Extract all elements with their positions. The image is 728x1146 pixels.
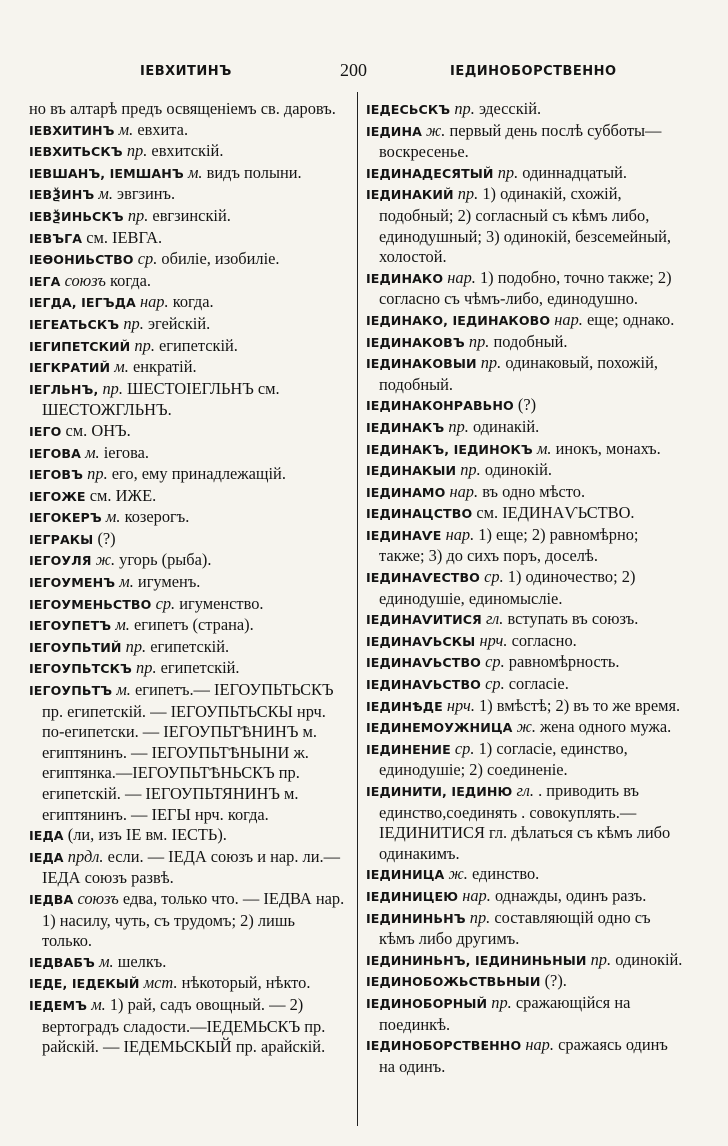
entry-part-of-speech: м. bbox=[85, 442, 100, 462]
dictionary-entry bbox=[29, 973, 349, 995]
entry-part-of-speech: нрч. bbox=[446, 695, 475, 715]
dictionary-entry bbox=[366, 717, 686, 739]
entry-definition: 1) еще; 2) равномѣрно; также; 3) до сихъ поръ, доселѣ. bbox=[379, 524, 639, 566]
entry-part-of-speech: нар. bbox=[139, 292, 169, 312]
entry-headword: ІЕГИПЕТСКИЙ bbox=[29, 338, 131, 354]
entry-definition: см. ІЕДИНАѴЬСТВО. bbox=[476, 503, 635, 523]
entry-headword: ІЕГОВЪ bbox=[29, 467, 84, 483]
dictionary-entry bbox=[29, 421, 349, 443]
entry-definition: эдесскій. bbox=[478, 99, 542, 118]
running-headword-left: ІЕВХИТИНЪ bbox=[140, 64, 232, 79]
entry-definition: составляющій одно съ кѣмъ либо другимъ. bbox=[379, 907, 651, 949]
entry-part-of-speech: союзъ bbox=[77, 888, 119, 908]
entry-headword: ІЕДИНОБОЖЬСТВЬНЫИ bbox=[366, 974, 541, 990]
dictionary-entry bbox=[29, 379, 349, 421]
dictionary-entry bbox=[366, 460, 686, 482]
entry-definition: еще; однако. bbox=[586, 309, 675, 329]
entry-part-of-speech: нар. bbox=[462, 885, 491, 905]
dictionary-entry bbox=[29, 952, 349, 974]
entry-headword: ІЕГОУПЬТИЙ bbox=[29, 639, 122, 655]
entry-part-of-speech: пр. bbox=[460, 460, 481, 480]
dictionary-entry bbox=[29, 637, 349, 659]
entry-part-of-speech: м. bbox=[119, 572, 134, 592]
dictionary-entry bbox=[29, 163, 349, 185]
entry-headword: ІЕДИНАѴЕСТВО bbox=[366, 570, 480, 586]
entry-headword: ІЕГО bbox=[29, 423, 62, 439]
entry-part-of-speech: м. bbox=[115, 615, 130, 635]
dictionary-entry bbox=[366, 1035, 686, 1077]
entry-part-of-speech: пр. bbox=[125, 636, 147, 656]
entry-headword: ІЕДИНАКЪ bbox=[366, 419, 445, 435]
entry-part-of-speech: пр. bbox=[102, 378, 123, 398]
entry-headword: ІЕДЕСЬСКЪ bbox=[366, 102, 451, 117]
entry-definition: единство. bbox=[471, 864, 540, 884]
entry-definition: 1) подобно, точно также; 2) согласно съ чѣмъ-либо, единодушно. bbox=[379, 267, 672, 309]
dictionary-entry bbox=[366, 268, 686, 310]
entry-part-of-speech: ср. bbox=[155, 593, 176, 613]
entry-definition: см. ІЕВГА. bbox=[86, 227, 163, 247]
entry-part-of-speech: нар. bbox=[445, 524, 475, 544]
entry-definition: 1) согласіе, единство, единодушіе; 2) соединеніе. bbox=[379, 738, 628, 780]
entry-headword: ІЕВЪГА bbox=[29, 230, 83, 246]
entry-part-of-speech: м. bbox=[116, 680, 131, 700]
entry-headword: ІЕДИНАКО, ІЕДИНАКОВО bbox=[366, 312, 551, 328]
entry-part-of-speech: пр. bbox=[480, 353, 502, 373]
dictionary-entry bbox=[29, 120, 349, 142]
dictionary-entry bbox=[366, 908, 686, 950]
entry-definition: угорь (рыба). bbox=[119, 550, 212, 570]
entry-definition: сражающійся на поединкѣ. bbox=[379, 992, 631, 1034]
dictionary-entry bbox=[29, 443, 349, 465]
entry-part-of-speech: нар. bbox=[554, 309, 583, 329]
dictionary-entry bbox=[366, 353, 686, 395]
entry-headword: ІЕГОУМЕНЬСТВО bbox=[29, 596, 152, 612]
entry-part-of-speech: пр. bbox=[134, 335, 155, 355]
dictionary-entry bbox=[366, 163, 686, 185]
entry-part-of-speech: ср. bbox=[454, 738, 475, 758]
entry-headword: ІЕДВА bbox=[29, 891, 74, 907]
entry-definition: подобный. bbox=[493, 331, 568, 351]
entry-headword: ІЕДИНѢДЕ bbox=[366, 698, 443, 714]
entry-definition: но въ алтарѣ предъ освященіемъ св. даровъ. bbox=[29, 99, 336, 118]
dictionary-entry bbox=[366, 739, 686, 781]
entry-part-of-speech: ж. bbox=[95, 550, 116, 570]
entry-part-of-speech: пр. bbox=[123, 313, 144, 333]
page-header bbox=[0, 56, 728, 86]
entry-definition: когда. bbox=[172, 292, 214, 312]
dictionary-entry bbox=[29, 314, 349, 336]
entry-part-of-speech: м. bbox=[105, 507, 121, 527]
dictionary-entry bbox=[29, 141, 349, 163]
entry-part-of-speech: м. bbox=[118, 119, 134, 139]
entry-definition: одиннадцатый. bbox=[522, 162, 627, 182]
entry-definition: козерогъ. bbox=[124, 507, 190, 527]
entry-part-of-speech: ср. bbox=[484, 567, 504, 587]
entry-definition: египетскій. bbox=[150, 636, 230, 656]
entry-definition: равномѣрность. bbox=[508, 652, 620, 672]
dictionary-entry bbox=[29, 825, 349, 847]
left-column bbox=[29, 99, 349, 1058]
entry-part-of-speech: ж. bbox=[426, 120, 446, 140]
dictionary-entry bbox=[366, 652, 686, 674]
entry-part-of-speech: пр. bbox=[497, 162, 519, 182]
entry-part-of-speech: ср. bbox=[485, 674, 505, 694]
entry-headword: ІЕДЕ, ІЕДЕКЫЙ bbox=[29, 976, 140, 992]
entry-headword: ІЕВѮИНЬСКЪ bbox=[29, 208, 124, 224]
entry-part-of-speech: мст. bbox=[143, 973, 178, 993]
entry-definition: шелкъ. bbox=[117, 951, 167, 971]
dictionary-entry bbox=[366, 503, 686, 525]
entry-headword: ІЕДИНИЦЕЮ bbox=[366, 888, 459, 904]
entry-headword: ІЕГДА, ІЕГЪДА bbox=[29, 295, 136, 311]
entry-definition: видъ полыни. bbox=[206, 162, 302, 182]
entry-definition: 1) вмѣстѣ; 2) въ то же время. bbox=[479, 695, 681, 715]
entry-part-of-speech: м. bbox=[91, 994, 106, 1014]
entry-headword: ІЕДИНИЦА bbox=[366, 867, 445, 883]
entry-part-of-speech: нар. bbox=[525, 1035, 554, 1055]
entry-headword: ІЕДИНИТИ, ІЕДИНЮ bbox=[366, 784, 513, 799]
entry-definition: 1) одиночество; 2) единодушіе, единомысліе. bbox=[379, 567, 636, 608]
entry-headword: ІЕВШАНЪ, ІЕМШАНЪ bbox=[29, 165, 184, 181]
dictionary-entry bbox=[366, 439, 686, 461]
entry-part-of-speech: м. bbox=[536, 438, 552, 458]
entry-headword: ІЕДИНЕМОУЖНИЦА bbox=[366, 720, 513, 736]
entry-headword: ІЕДИНАКОВЫИ bbox=[366, 356, 477, 372]
dictionary-entry bbox=[366, 395, 686, 417]
entry-headword: ІЕГОУЛЯ bbox=[29, 553, 92, 569]
entry-headword: ІЕГРАКЫ bbox=[29, 531, 94, 547]
dictionary-entry bbox=[366, 993, 686, 1035]
entry-part-of-speech: гл. bbox=[516, 781, 534, 800]
entry-part-of-speech: союзъ bbox=[64, 270, 106, 290]
entry-part-of-speech: пр. bbox=[469, 907, 491, 927]
entry-headword: ІЕДИНОБОРНЫЙ bbox=[366, 995, 488, 1011]
entry-definition: эвгзинъ. bbox=[117, 184, 176, 204]
entry-definition: одинокій. bbox=[484, 460, 553, 480]
entry-headword: ІЕДА bbox=[29, 828, 64, 844]
dictionary-entry bbox=[29, 292, 349, 314]
dictionary-entry bbox=[366, 184, 686, 267]
dictionary-entry bbox=[366, 482, 686, 504]
column-divider bbox=[357, 92, 358, 1126]
entry-headword: ІЕДИНАѴЬСТВО bbox=[366, 655, 481, 671]
dictionary-entry bbox=[366, 631, 686, 653]
dictionary-entry bbox=[29, 357, 349, 379]
entry-part-of-speech: м. bbox=[99, 951, 114, 971]
entry-headword: ІЕДИНАМО bbox=[366, 484, 446, 500]
entry-definition: египетскій. bbox=[159, 335, 238, 355]
entry-headword: ІЕДИНЕНИЕ bbox=[366, 741, 451, 757]
entry-headword: ІЕДИНА bbox=[366, 123, 422, 139]
dictionary-entry bbox=[366, 886, 686, 908]
entry-definition: (?). bbox=[544, 971, 567, 991]
entry-headword: ІЕГОКЕРЪ bbox=[29, 510, 102, 526]
running-headword-right: ІЕДИНОБОРСТВЕННО bbox=[450, 64, 617, 79]
dictionary-entry bbox=[29, 336, 349, 358]
entry-part-of-speech: пр. bbox=[127, 205, 149, 225]
entry-part-of-speech: ж. bbox=[516, 717, 536, 737]
dictionary-entry bbox=[366, 971, 686, 993]
entry-definition: см. ОНЪ. bbox=[65, 420, 131, 440]
dictionary-entry bbox=[29, 529, 349, 551]
entry-part-of-speech: пр. bbox=[457, 184, 479, 204]
entry-definition: обиліе, изобиліе. bbox=[161, 249, 280, 269]
entry-definition: енкратій. bbox=[132, 357, 197, 377]
entry-definition: евхита. bbox=[137, 119, 189, 139]
entry-headword: ІЕВХИТИНЪ bbox=[29, 122, 115, 138]
dictionary-entry bbox=[29, 615, 349, 637]
dictionary-entry bbox=[29, 464, 349, 486]
dictionary-entry bbox=[29, 486, 349, 508]
entry-headword: ІЕДИНАКЫИ bbox=[366, 463, 457, 479]
entry-headword: ІЕДЕМЪ bbox=[29, 997, 88, 1013]
dictionary-entry bbox=[29, 995, 349, 1058]
entry-definition: евхитскій. bbox=[151, 141, 224, 161]
entry-definition: іегова. bbox=[103, 442, 149, 462]
entry-definition: 1) одинакій, схожій, подобный; 2) согласный съ кѣмъ либо, единодушный; 3) одинокій, безсемейный, холостой. bbox=[379, 184, 671, 267]
entry-part-of-speech: пр. bbox=[126, 141, 148, 161]
entry-definition: (?) bbox=[97, 528, 116, 548]
dictionary-entry bbox=[29, 594, 349, 616]
entry-headword: ІЕДИНАѴИТИСЯ bbox=[366, 612, 482, 628]
entry-headword: ІЕГОУПЕТЪ bbox=[29, 618, 112, 634]
dictionary-entry bbox=[29, 680, 349, 825]
dictionary-entry bbox=[366, 567, 686, 609]
entry-headword: ІЕГОЖЕ bbox=[29, 488, 86, 504]
entry-part-of-speech: прдл. bbox=[67, 846, 104, 866]
entry-definition: первый день послѣ субботы—воскресенье. bbox=[379, 120, 662, 162]
dictionary-entry bbox=[29, 99, 349, 120]
entry-definition: 1) рай, садъ овощный. — 2) вертоградъ сладости.—ІЕДЕМЬСКЪ пр. райскій. — ІЕДЕМЬСКЫЙ пр. арайскій. bbox=[42, 994, 326, 1057]
entry-definition: его, ему принадлежащій. bbox=[111, 464, 286, 484]
entry-part-of-speech: нар. bbox=[447, 267, 476, 287]
dictionary-entry bbox=[29, 184, 349, 206]
entry-headword: ІЕВХИТЬСКЪ bbox=[29, 144, 123, 160]
entry-headword: ІЕДИНАКОНРАВЬНО bbox=[366, 398, 514, 414]
entry-definition: египетъ.— ІЕГОУПЬТЬСКЪ пр. египетскій. — ІЕГОУПЬТЬСКЫ нрч. по-египетски. — ІЕГОУПЬТѢНИНЪ м. египтянинъ. — ІЕГОУПЬТѢНЫНИ ж. египтянка.—ІЕГОУПЬТѢНЬСКЪ пр. египетскій. — ІЕГОУПЬТЯНИНЪ м. египтянинъ. — ІЕГЫ нрч. когда. bbox=[42, 680, 334, 824]
dictionary-entry bbox=[366, 332, 686, 354]
entry-part-of-speech: пр. bbox=[468, 331, 490, 351]
page-number: 200 bbox=[340, 60, 367, 80]
entry-definition: когда. bbox=[110, 270, 151, 290]
dictionary-entry bbox=[366, 781, 686, 864]
dictionary-entry bbox=[366, 864, 686, 886]
dictionary-entry bbox=[29, 271, 349, 293]
entry-definition: ШЕСТОІЕГЛЬНЪ см. ШЕСТОЖГЛЬНЪ. bbox=[42, 378, 280, 420]
entry-headword: ІЕДИНОБОРСТВЕННО bbox=[366, 1038, 522, 1054]
entry-definition: одинаковый, похожій, подобный. bbox=[379, 353, 658, 394]
dictionary-entry bbox=[366, 417, 686, 439]
right-column bbox=[366, 99, 686, 1077]
entry-part-of-speech: пр. bbox=[136, 658, 157, 678]
entry-part-of-speech: м. bbox=[114, 357, 129, 377]
entry-headword: ІЕГЕАТЬСКЪ bbox=[29, 316, 120, 332]
entry-part-of-speech: нрч. bbox=[479, 630, 508, 650]
entry-headword: ІЕДИНАѴЬСКЫ bbox=[366, 633, 476, 649]
dictionary-entry bbox=[366, 609, 686, 631]
entry-headword: ІЕДИНАЦСТВО bbox=[366, 506, 473, 522]
dictionary-entry bbox=[29, 889, 349, 952]
dictionary-entry bbox=[29, 550, 349, 572]
entry-definition: египетъ (страна). bbox=[133, 615, 254, 635]
dictionary-entry bbox=[366, 525, 686, 567]
entry-part-of-speech: гл. bbox=[485, 609, 504, 629]
entry-headword: ІЕДИНАѴЕ bbox=[366, 527, 442, 543]
entry-headword: ІЕГОУМЕНЪ bbox=[29, 575, 116, 591]
entry-headword: ІЕДИНАДЕСЯТЫЙ bbox=[366, 165, 494, 181]
dictionary-entry bbox=[29, 249, 349, 271]
entry-part-of-speech: пр. bbox=[87, 464, 108, 484]
dictionary-entry bbox=[29, 847, 349, 889]
entry-headword: ІЕДИНАѴЬСТВО bbox=[366, 677, 481, 693]
entry-headword: ІЕГА bbox=[29, 273, 61, 289]
entry-definition: египетскій. bbox=[160, 658, 240, 678]
entry-part-of-speech: м. bbox=[187, 162, 203, 182]
entry-definition: одинакій. bbox=[472, 416, 540, 436]
entry-definition: нѣкоторый, нѣкто. bbox=[181, 973, 311, 993]
dictionary-entry bbox=[366, 696, 686, 718]
entry-definition: эгейскій. bbox=[147, 313, 211, 333]
entry-part-of-speech: пр. bbox=[448, 416, 469, 436]
entry-definition: едва, только что. — ІЕДВА нар. 1) насилу, чуть, съ трудомъ; 2) лишь только. bbox=[42, 888, 345, 951]
entry-definition: сражаясь одинъ на одинъ. bbox=[379, 1035, 668, 1076]
entry-definition: согласно. bbox=[511, 630, 577, 650]
entry-headword: ІЕГЛЬНЪ, bbox=[29, 381, 99, 397]
entry-headword: ІЕДИНАКИЙ bbox=[366, 187, 454, 203]
dictionary-entry bbox=[366, 121, 686, 163]
entry-definition: одинокій. bbox=[615, 949, 683, 969]
entry-headword: ІЕГОУПЬТСКЪ bbox=[29, 661, 132, 677]
entry-headword: ІЕГКРАТИЙ bbox=[29, 360, 111, 376]
entry-definition: если. — ІЕДА союзъ и нар. ли.—ІЕДА союзъ развѣ. bbox=[42, 846, 340, 888]
entry-part-of-speech: нар. bbox=[449, 481, 479, 501]
entry-headword: ІЕДИНАКОВЪ bbox=[366, 334, 465, 350]
entry-headword: ІЕДВАБЪ bbox=[29, 954, 95, 970]
entry-part-of-speech: пр. bbox=[491, 992, 512, 1012]
entry-definition: инокъ, монахъ. bbox=[555, 438, 661, 458]
entry-definition: игуменъ. bbox=[137, 572, 201, 592]
dictionary-entry bbox=[366, 674, 686, 696]
entry-part-of-speech: ср. bbox=[137, 249, 158, 269]
entry-part-of-speech: м. bbox=[98, 184, 113, 204]
entry-definition: (?) bbox=[517, 395, 537, 415]
entry-definition: игуменство. bbox=[179, 593, 264, 613]
dictionary-entry bbox=[29, 658, 349, 680]
entry-headword: ІЕВѮИНЪ bbox=[29, 187, 95, 203]
entry-part-of-speech: пр. bbox=[590, 949, 612, 969]
entry-headword: ІЕДИНАКЪ, ІЕДИНОКЪ bbox=[366, 441, 533, 457]
entry-definition: (ли, изъ ІЕ вм. ІЕСТЬ). bbox=[67, 825, 227, 845]
dictionary-entry bbox=[366, 310, 686, 332]
entry-headword: ІЕГОУПЬТЪ bbox=[29, 683, 113, 699]
dictionary-entry bbox=[366, 950, 686, 972]
entry-headword: ІЕДА bbox=[29, 849, 64, 865]
entry-definition: вступать въ союзъ. bbox=[507, 609, 639, 629]
dictionary-entry bbox=[29, 572, 349, 594]
entry-definition: однажды, одинъ разъ. bbox=[494, 885, 647, 905]
entry-definition: согласіе. bbox=[508, 674, 569, 694]
entry-headword: ІЕГОВА bbox=[29, 445, 81, 461]
entry-headword: ІЕѲОНИЬСТВО bbox=[29, 252, 134, 268]
entry-definition: см. ИЖЕ. bbox=[89, 485, 157, 505]
entry-part-of-speech: ср. bbox=[485, 652, 505, 672]
dictionary-entry bbox=[29, 228, 349, 250]
entry-part-of-speech: ж. bbox=[448, 864, 468, 884]
dictionary-entry bbox=[29, 507, 349, 529]
dictionary-entry bbox=[366, 99, 686, 121]
entry-definition: жена одного мужа. bbox=[540, 717, 672, 737]
entry-headword: ІЕДИНАКО bbox=[366, 270, 444, 286]
entry-headword: ІЕДИНИНЬНЪ, ІЕДИНИНЬНЫИ bbox=[366, 952, 587, 968]
entry-headword: ІЕДИНИНЬНЪ bbox=[366, 910, 466, 926]
entry-definition: евгзинскій. bbox=[152, 205, 231, 225]
entry-part-of-speech: пр. bbox=[454, 99, 475, 118]
entry-definition: въ одно мѣсто. bbox=[482, 481, 586, 501]
entry-definition: . приводить въ единство,соединять . совокуплять.— ІЕДИНИТИСЯ гл. дѣлаться съ кѣмъ либо одинакимъ. bbox=[379, 781, 671, 863]
dictionary-entry bbox=[29, 206, 349, 228]
